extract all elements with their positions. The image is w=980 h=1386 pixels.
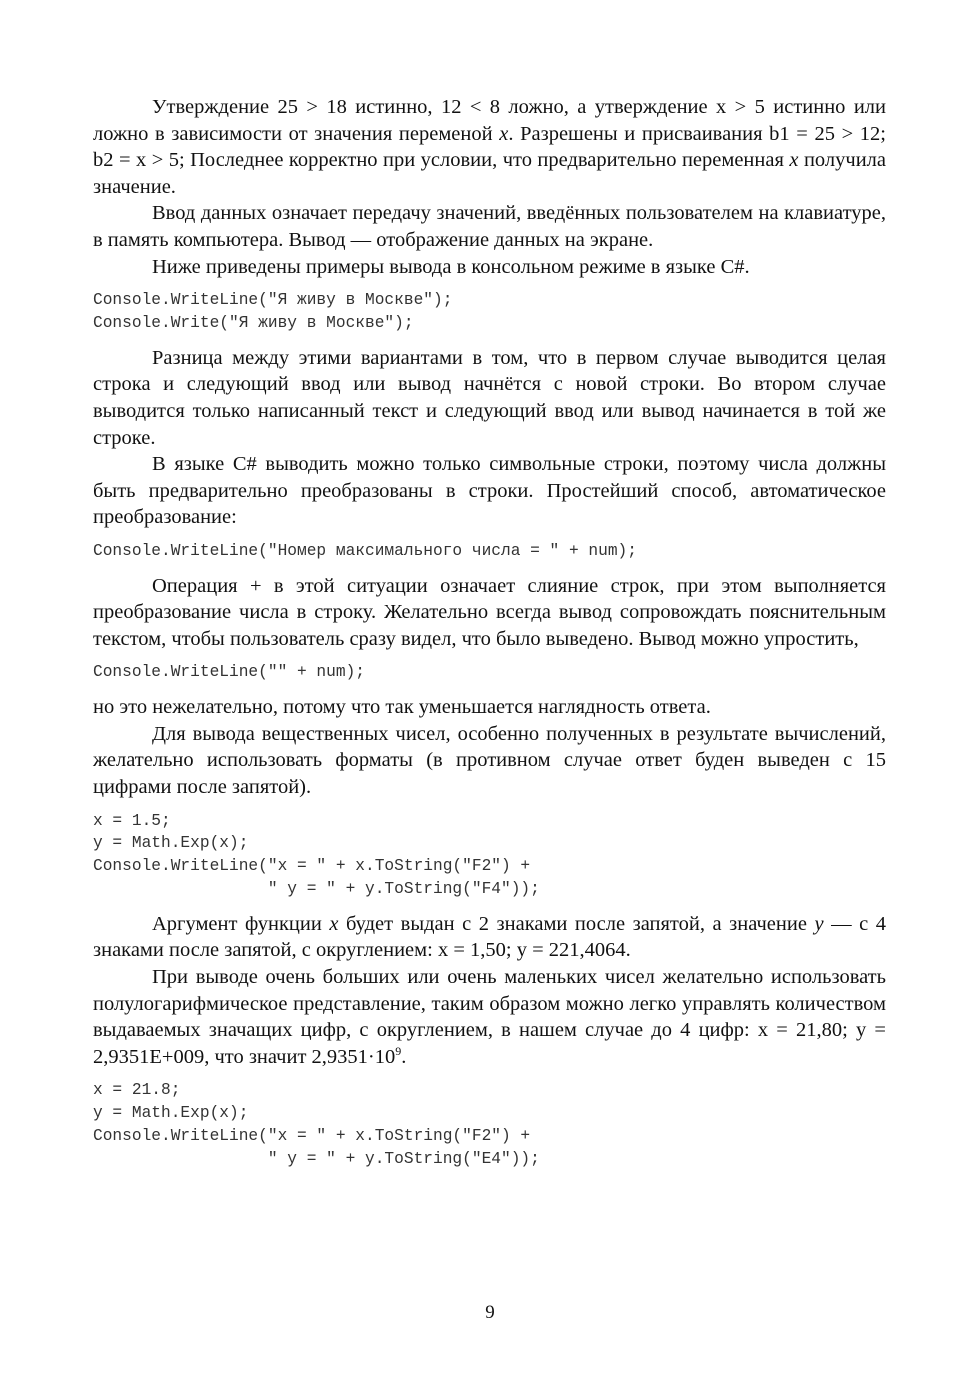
paragraph: Утверждение 25 > 18 истинно, 12 < 8 ложно, а утверждение x > 5 истинно или ложно в зависимости от значения переменой x. Разрешены и присваивания b1 = 25 > 12; b2 = x > 5; Последнее корректно при условии, что предварительно переменная x получила значение. — [93, 96, 886, 198]
code-line: Console.Write("Я живу в Москве"); — [93, 313, 414, 332]
code-line: x = 21.8; — [93, 1081, 181, 1100]
paragraph: Аргумент функции x будет выдан с 2 знаками после запятой, а значение y — с 4 знаками после запятой, с округлением: x = 1,50; y = 221,4064. — [93, 912, 886, 962]
paragraph: В языке С# выводить можно только символьные строки, поэтому числа должны быть предварительно преобразованы в строки. Простейший способ, автоматическое преобразование: — [93, 453, 886, 529]
paragraph: Ввод данных означает передачу значений, введённых пользователем на клавиатуре, в память компьютера. Вывод — отображение данных на экране. — [93, 202, 886, 251]
page-body — [93, 94, 886, 1171]
paragraph: Ниже приведены примеры вывода в консольном режиме в языке С#. — [152, 255, 750, 278]
code-block — [93, 1079, 886, 1170]
code-block — [93, 540, 886, 563]
paragraph: Операция + в этой ситуации означает слияние строк, при этом выполняется преобразование числа в строку. Желательно всегда вывод сопровождать пояснительным текстом, чтобы пользователь сразу видел, что было выведено. Вывод можно упростить, — [93, 574, 886, 650]
page-number: 9 — [485, 1302, 495, 1323]
paragraph: При выводе очень больших или очень маленьких чисел желательно использовать полулогарифмическое представление, таким образом можно легко управлять количеством выдаваемых значащих цифр, с округлением, в нашем случае до 4 цифр: x = 21,80; y = 2,9351E+009, что значит $2,9351\cdot 10^9$. — [93, 966, 886, 1068]
code-line: Console.WriteLine("x = " + x.ToString("F2") + — [93, 857, 531, 876]
code-line: Console.WriteLine("Я живу в Москве"); — [93, 291, 453, 310]
paragraph: Разница между этими вариантами в том, что в первом случае выводится целая строка и следующий ввод или вывод начнётся с новой строки. Во втором случае выводится только написанный текст и следующий ввод или вывод начинается в той же строке. — [93, 346, 886, 449]
code-line: Console.WriteLine("x = " + x.ToString("F2") + — [93, 1127, 531, 1145]
paragraph: Для вывода вещественных чисел, особенно полученных в результате вычислений, желательно использовать форматы (в противном случае ответ буден выведен с 15 цифрами после запятой). — [93, 722, 886, 799]
paragraph: но это нежелательно, потому что так уменьшается наглядность ответа. — [93, 696, 711, 719]
code-block — [93, 661, 886, 684]
code-line: y = Math.Exp(x); — [93, 834, 249, 853]
code-line: Console.WriteLine("" + num); — [93, 663, 365, 682]
code-line: x = 1.5; — [93, 811, 171, 830]
code-line: y = Math.Exp(x); — [93, 1104, 249, 1123]
code-block — [93, 289, 886, 335]
code-block — [93, 810, 886, 901]
code-line: " y = " + y.ToString("F4")); — [93, 880, 540, 899]
code-line: " y = " + y.ToString("E4")); — [93, 1149, 540, 1168]
code-line: Console.WriteLine("Номер максимального числа = " + num); — [93, 541, 637, 560]
